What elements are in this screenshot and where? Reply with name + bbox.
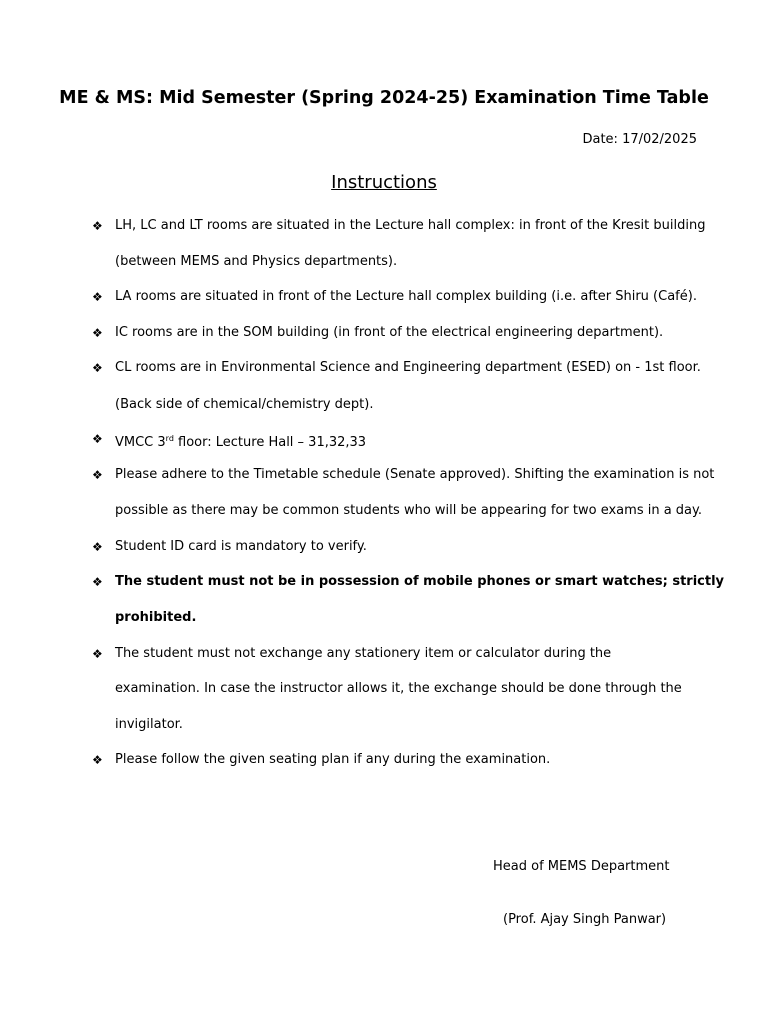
instruction-line-bold: prohibited. bbox=[115, 610, 197, 625]
vmcc-prefix: VMCC 3 bbox=[115, 435, 166, 450]
bullet-icon: ❖ bbox=[92, 432, 103, 446]
bullet-icon: ❖ bbox=[92, 647, 103, 661]
instruction-line: examination. In case the instructor allows it, the exchange should be done through the bbox=[115, 681, 682, 696]
instruction-line bbox=[115, 431, 366, 451]
instructions-heading: Instructions bbox=[331, 172, 437, 193]
instruction-line: invigilator. bbox=[115, 717, 183, 732]
bullet-icon: ❖ bbox=[92, 326, 103, 340]
instruction-line: (between MEMS and Physics departments). bbox=[115, 254, 398, 269]
bullet-icon: ❖ bbox=[92, 290, 103, 304]
instruction-line: Please adhere to the Timetable schedule (Senate approved). Shifting the examination is not bbox=[115, 467, 715, 482]
signature-name: (Prof. Ajay Singh Panwar) bbox=[503, 912, 667, 927]
instruction-line: LA rooms are situated in front of the Lecture hall complex building (i.e. after Shiru (Café). bbox=[115, 289, 697, 304]
bullet-icon: ❖ bbox=[92, 540, 103, 554]
bullet-icon: ❖ bbox=[92, 753, 103, 767]
bullet-icon: ❖ bbox=[92, 219, 103, 233]
instruction-line: (Back side of chemical/chemistry dept). bbox=[115, 397, 374, 412]
instruction-line: IC rooms are in the SOM building (in front of the electrical engineering department). bbox=[115, 325, 664, 340]
instruction-line: CL rooms are in Environmental Science and Engineering department (ESED) on - 1st floor. bbox=[115, 360, 701, 375]
bullet-icon: ❖ bbox=[92, 575, 103, 589]
document-title: ME & MS: Mid Semester (Spring 2024-25) Examination Time Table bbox=[59, 88, 709, 108]
document-date: Date: 17/02/2025 bbox=[582, 132, 697, 147]
instruction-line: Please follow the given seating plan if any during the examination. bbox=[115, 752, 551, 767]
bullet-icon: ❖ bbox=[92, 468, 103, 482]
instruction-line-bold: The student must not be in possession of mobile phones or smart watches; strictly bbox=[115, 574, 725, 589]
bullet-icon: ❖ bbox=[92, 361, 103, 375]
instruction-line: The student must not exchange any stationery item or calculator during the bbox=[115, 646, 612, 661]
instruction-line: Student ID card is mandatory to verify. bbox=[115, 539, 367, 554]
vmcc-suffix: floor: Lecture Hall – 31,32,33 bbox=[173, 435, 367, 450]
instruction-line: LH, LC and LT rooms are situated in the Lecture hall complex: in front of the Kresit building bbox=[115, 218, 706, 233]
ordinal-superscript: rd bbox=[165, 434, 174, 443]
instruction-line: possible as there may be common students who will be appearing for two exams in a day. bbox=[115, 503, 702, 518]
signature-role: Head of MEMS Department bbox=[493, 859, 670, 874]
